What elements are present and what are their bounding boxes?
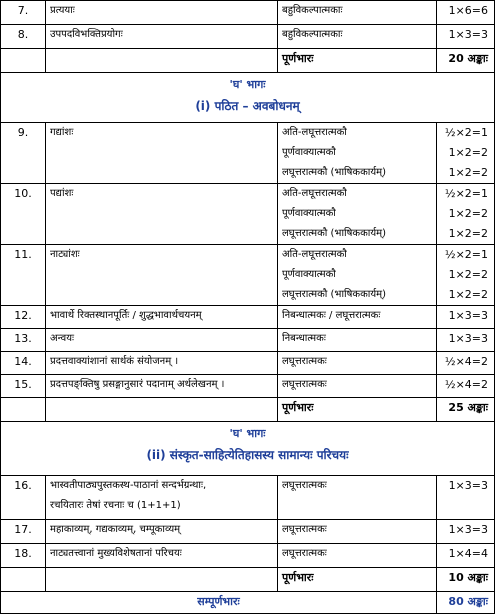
question-type [278,375,437,398]
table-row [1,25,495,49]
question-content-line: रचयितारः तेषां रचनाः च (1+1+1) [50,500,181,511]
question-marks-line: 1×2=2 [448,268,488,281]
question-number: 17. [1,520,46,544]
question-marks: 1×3=3 [437,25,495,49]
question-number: 8. [1,25,46,49]
question-marks: 1×6=6 [437,1,495,25]
grand-total-label: सम्पूर्णभारः [1,592,437,614]
table-row [1,352,495,375]
table-row [1,375,495,398]
question-marks-line: ½×2=1 [444,126,488,139]
question-marks-line: 1×3=3 [448,309,488,322]
question-type-line: पूर्णवाक्यात्मकौ [282,269,336,280]
table-row [1,184,495,245]
table-row [1,520,495,544]
empty-cell [46,568,278,592]
question-content: नाट्यांशः [46,245,278,306]
question-number: 10. [1,184,46,245]
question-marks [437,306,495,329]
total-value: 10 अङ्काः [437,568,495,592]
question-number: 7. [1,1,46,25]
question-number: 16. [1,476,46,520]
question-type-line: अति-लघूत्तरात्मकौ [282,188,347,199]
question-type-line: अति-लघूत्तरात्मकौ [282,127,347,138]
question-type-line: पूर्णवाक्यात्मकौ [282,208,336,219]
empty-cell [46,398,278,422]
table-row [1,306,495,329]
question-marks-line: ½×4=2 [444,378,488,391]
question-type [278,329,437,352]
question-marks: 1×3=3 [437,476,495,520]
total-label: पूर्णभारः [278,568,437,592]
question-marks: 1×3=3 [437,520,495,544]
question-number: 11. [1,245,46,306]
question-number: 14. [1,352,46,375]
question-marks [437,352,495,375]
question-content [46,476,278,520]
question-content-line: नाट्यतत्त्वानां मुख्यविशेषतानां परिचयः [50,548,182,559]
table-row [1,1,495,25]
question-content: भावार्थे रिक्तस्थानपूर्तिः / शुद्धभावार्थचयनम् [46,306,278,329]
question-type: बहुविकल्पात्मकाः [278,25,437,49]
question-number: 12. [1,306,46,329]
question-marks [437,123,495,184]
question-content-line: महाकाव्यम्, गद्यकाव्यम्, चम्पूकाव्यम् [50,524,181,535]
empty-cell [1,568,46,592]
question-type-line: लघूत्तरात्मकौ (भाषिककार्यम्) [282,167,387,178]
question-marks-line: 1×3=3 [448,332,488,345]
total-label: पूर्णभारः [278,398,437,422]
question-marks [437,184,495,245]
question-content-line: भास्वतीपाठ्यपुस्तकस्थ-पाठानां सन्दर्भग्रन्थाः, [50,480,207,491]
question-marks-line: 1×2=2 [448,288,488,301]
question-type-line: लघूत्तरात्मकः [282,379,327,390]
question-type: लघूत्तरात्मकः [278,520,437,544]
section-subtitle: (ii) संस्कृत-साहित्येतिहासस्य सामान्यः परिचयः [146,448,349,462]
question-type-line: निबन्धात्मकः [282,333,326,344]
question-marks-line: ½×2=1 [444,248,488,261]
question-type [278,306,437,329]
table-row [1,123,495,184]
question-marks-line: 1×2=2 [448,207,488,220]
question-content: गद्यांशः [46,123,278,184]
question-type-line: लघूत्तरात्मकौ (भाषिककार्यम्) [282,228,387,239]
empty-cell [46,49,278,73]
question-type-line: लघूत्तरात्मकः [282,356,327,367]
question-type [278,352,437,375]
question-content: प्रत्ययाः [46,1,278,25]
table-row [1,245,495,306]
question-type: बहुविकल्पात्मकाः [278,1,437,25]
section-heading [1,73,495,123]
question-marks-line: ½×2=1 [444,187,488,200]
table-row [1,544,495,568]
question-marks-line: 1×2=2 [448,166,488,179]
question-number: 18. [1,544,46,568]
question-number: 13. [1,329,46,352]
total-row [1,49,495,73]
question-marks [437,375,495,398]
question-content: उपपदविभक्तिप्रयोगः [46,25,278,49]
section-heading [1,422,495,476]
section-heading-row [1,73,495,123]
total-row [1,398,495,422]
question-marks-line: 1×2=2 [448,227,488,240]
question-marks-line: 1×2=2 [448,146,488,159]
question-type [278,245,437,306]
question-content [46,544,278,568]
question-content [46,520,278,544]
question-type-line: लघूत्तरात्मकौ (भाषिककार्यम्) [282,289,387,300]
question-marks [437,245,495,306]
question-type [278,123,437,184]
table-row [1,476,495,520]
question-marks [437,329,495,352]
question-type: लघूत्तरात्मकः [278,476,437,520]
question-content: पद्यांशः [46,184,278,245]
question-marks-line: ½×4=2 [444,355,488,368]
section-title: 'घ' भागः [229,78,266,91]
section-subtitle: (i) पठित – अवबोधनम् [195,99,300,113]
empty-cell [1,398,46,422]
table-row [1,329,495,352]
question-type: लघूत्तरात्मकः [278,544,437,568]
question-marks: 1×4=4 [437,544,495,568]
total-label: पूर्णभारः [278,49,437,73]
question-type-line: निबन्धात्मकः / लघूत्तरात्मकः [282,310,381,321]
question-type-line: अति-लघूत्तरात्मकौ [282,249,347,260]
section-heading-row [1,422,495,476]
empty-cell [1,49,46,73]
total-value: 20 अङ्काः [437,49,495,73]
question-number: 15. [1,375,46,398]
question-content: अन्वयः [46,329,278,352]
total-row [1,568,495,592]
question-content: प्रदत्तपङ्क्तिषु प्रसङ्गानुसारं पदानाम् अर्थलेखनम् । [46,375,278,398]
question-type-line: पूर्णवाक्यात्मकौ [282,147,336,158]
question-content: प्रदत्तवाक्यांशानां सार्थकं संयोजनम् । [46,352,278,375]
grand-total-row [1,592,495,614]
question-number: 9. [1,123,46,184]
grand-total-value: 80 अङ्काः [437,592,495,614]
total-value: 25 अङ्काः [437,398,495,422]
table-body [1,1,495,614]
question-type [278,184,437,245]
section-title: 'घ' भागः [229,427,266,440]
